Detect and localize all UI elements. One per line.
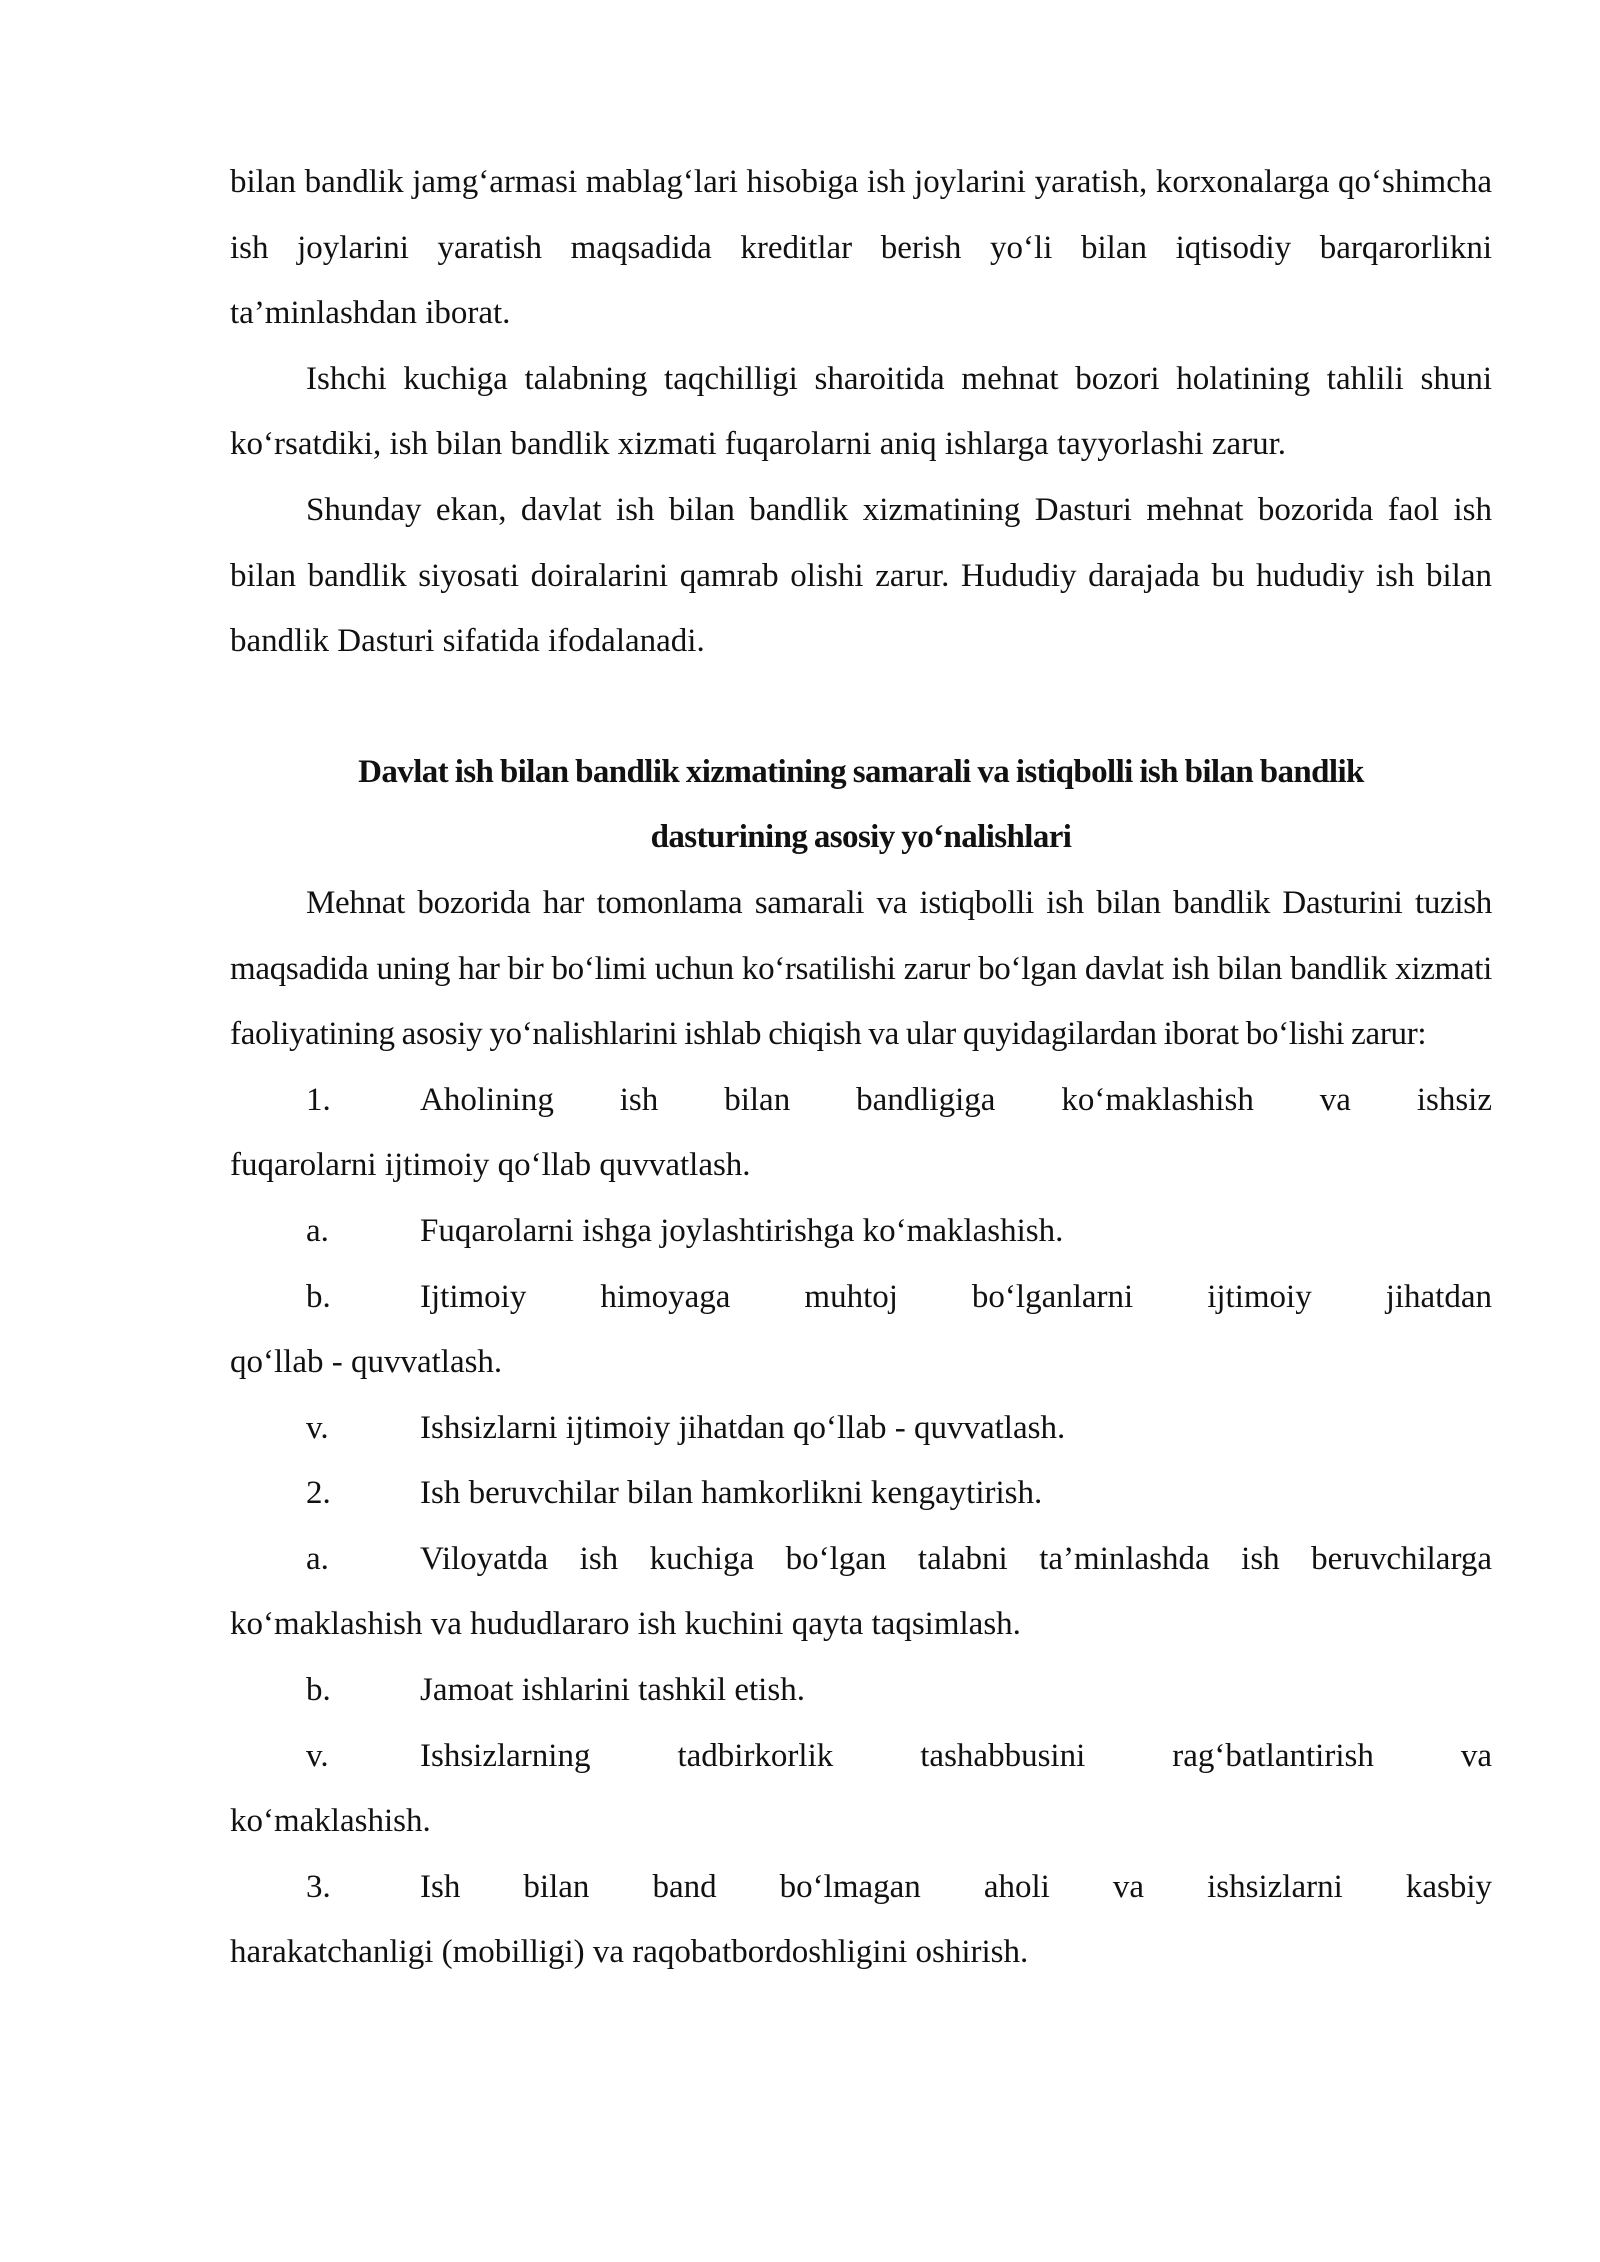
list-item-text: Ishsizlarning tadbirkorlik tashabbusini rag‘batlantirish va xyxy=(420,1737,1492,1774)
list-item xyxy=(230,1265,1492,1331)
list-item xyxy=(230,1199,1492,1265)
list-item-text: Fuqarolarni ishga joylashtirishga ko‘maklashish. xyxy=(420,1212,1064,1249)
list-item-text: Jamoat ishlarini tashkil etish. xyxy=(420,1672,805,1709)
list-item xyxy=(230,1527,1492,1593)
list-marker: a. xyxy=(306,1540,329,1577)
section-heading-line-1: Davlat ish bilan bandlik xizmatining samarali va istiqbolli ish bilan bandlik xyxy=(358,753,1364,790)
list-item-continuation: ko‘maklashish. xyxy=(230,1803,431,1840)
list-item-text: Ish beruvchilar bilan hamkorlikni kengaytirish. xyxy=(420,1475,1043,1512)
directions-list xyxy=(230,1068,1492,1986)
paragraph-continuation: bilan bandlik jamg‘armasi mablag‘lari hisobiga ish joylarini yaratish, korxonalarga qo‘shimcha ish joylarini yaratish maqsadida kreditlar berish yo‘li bilan iqtisodiy barqarorlikni ta’minlashdan iborat. xyxy=(230,164,1492,332)
list-item-text: Aholining ish bilan bandligiga ko‘maklashish va ishsiz xyxy=(420,1081,1492,1118)
list-marker: 1. xyxy=(306,1081,331,1118)
paragraph-labor-demand: Ishchi kuchiga talabning taqchilligi sharoitida mehnat bozori holatining tahlili shuni ko‘rsatdiki, ish bilan bandlik xizmati fuqarolarni aniq ishlarga tayyorlashi zarur. xyxy=(230,360,1492,463)
section-heading xyxy=(230,740,1492,871)
list-marker: a. xyxy=(306,1212,329,1249)
paragraph-intro: Mehnat bozorida har tomonlama samarali va istiqbolli ish bilan bandlik Dasturini tuzish maqsadida uning har bir bo‘limi uchun ko‘rsatilishi zarur bo‘lgan davlat ish bilan bandlik xizmati faoliyatining asosiy yo‘nalishlarini ishlab chiqish va ular quyidagilardan iborat bo‘lishi zarur: xyxy=(230,884,1492,1053)
list-item-continuation: harakatchanligi (mobilligi) va raqobatbordoshligini oshirish. xyxy=(230,1934,1029,1971)
list-marker: 2. xyxy=(306,1475,331,1512)
list-item xyxy=(230,1658,1492,1724)
list-marker: b. xyxy=(306,1672,331,1709)
list-item-continuation: fuqarolarni ijtimoiy qo‘llab quvvatlash. xyxy=(230,1147,751,1184)
list-item xyxy=(230,1396,1492,1462)
list-item xyxy=(230,1855,1492,1921)
list-item xyxy=(230,1724,1492,1790)
list-item-text: Ishsizlarni ijtimoiy jihatdan qo‘llab - quvvatlash. xyxy=(420,1409,1066,1446)
list-marker: b. xyxy=(306,1278,331,1315)
section-heading-line-2: dasturining asosiy yo‘nalishlari xyxy=(650,819,1072,856)
list-item xyxy=(230,1461,1492,1527)
paragraph-program-scope: Shunday ekan, davlat ish bilan bandlik xizmatining Dasturi mehnat bozorida faol ish bilan bandlik siyosati doiralarini qamrab olishi zarur. Hududiy darajada bu hududiy ish bilan bandlik Dasturi sifatida ifodalanadi. xyxy=(230,491,1492,660)
document-page xyxy=(230,150,1492,1986)
list-item-text: Ish bilan band bo‘lmagan aholi va ishsizlarni kasbiy xyxy=(420,1868,1492,1905)
list-marker: 3. xyxy=(306,1868,331,1905)
list-item-continuation: qo‘llab - quvvatlash. xyxy=(230,1344,503,1381)
list-item-text: Viloyatda ish kuchiga bo‘lgan talabni ta’minlashda ish beruvchilarga xyxy=(420,1540,1492,1577)
list-item-text: Ijtimoiy himoyaga muhtoj bo‘lganlarni ijtimoiy jihatdan xyxy=(420,1278,1492,1315)
list-marker: v. xyxy=(306,1409,329,1446)
list-marker: v. xyxy=(306,1737,329,1774)
list-item-continuation: ko‘maklashish va hududlararo ish kuchini qayta taqsimlash. xyxy=(230,1606,1021,1643)
list-item xyxy=(230,1068,1492,1134)
